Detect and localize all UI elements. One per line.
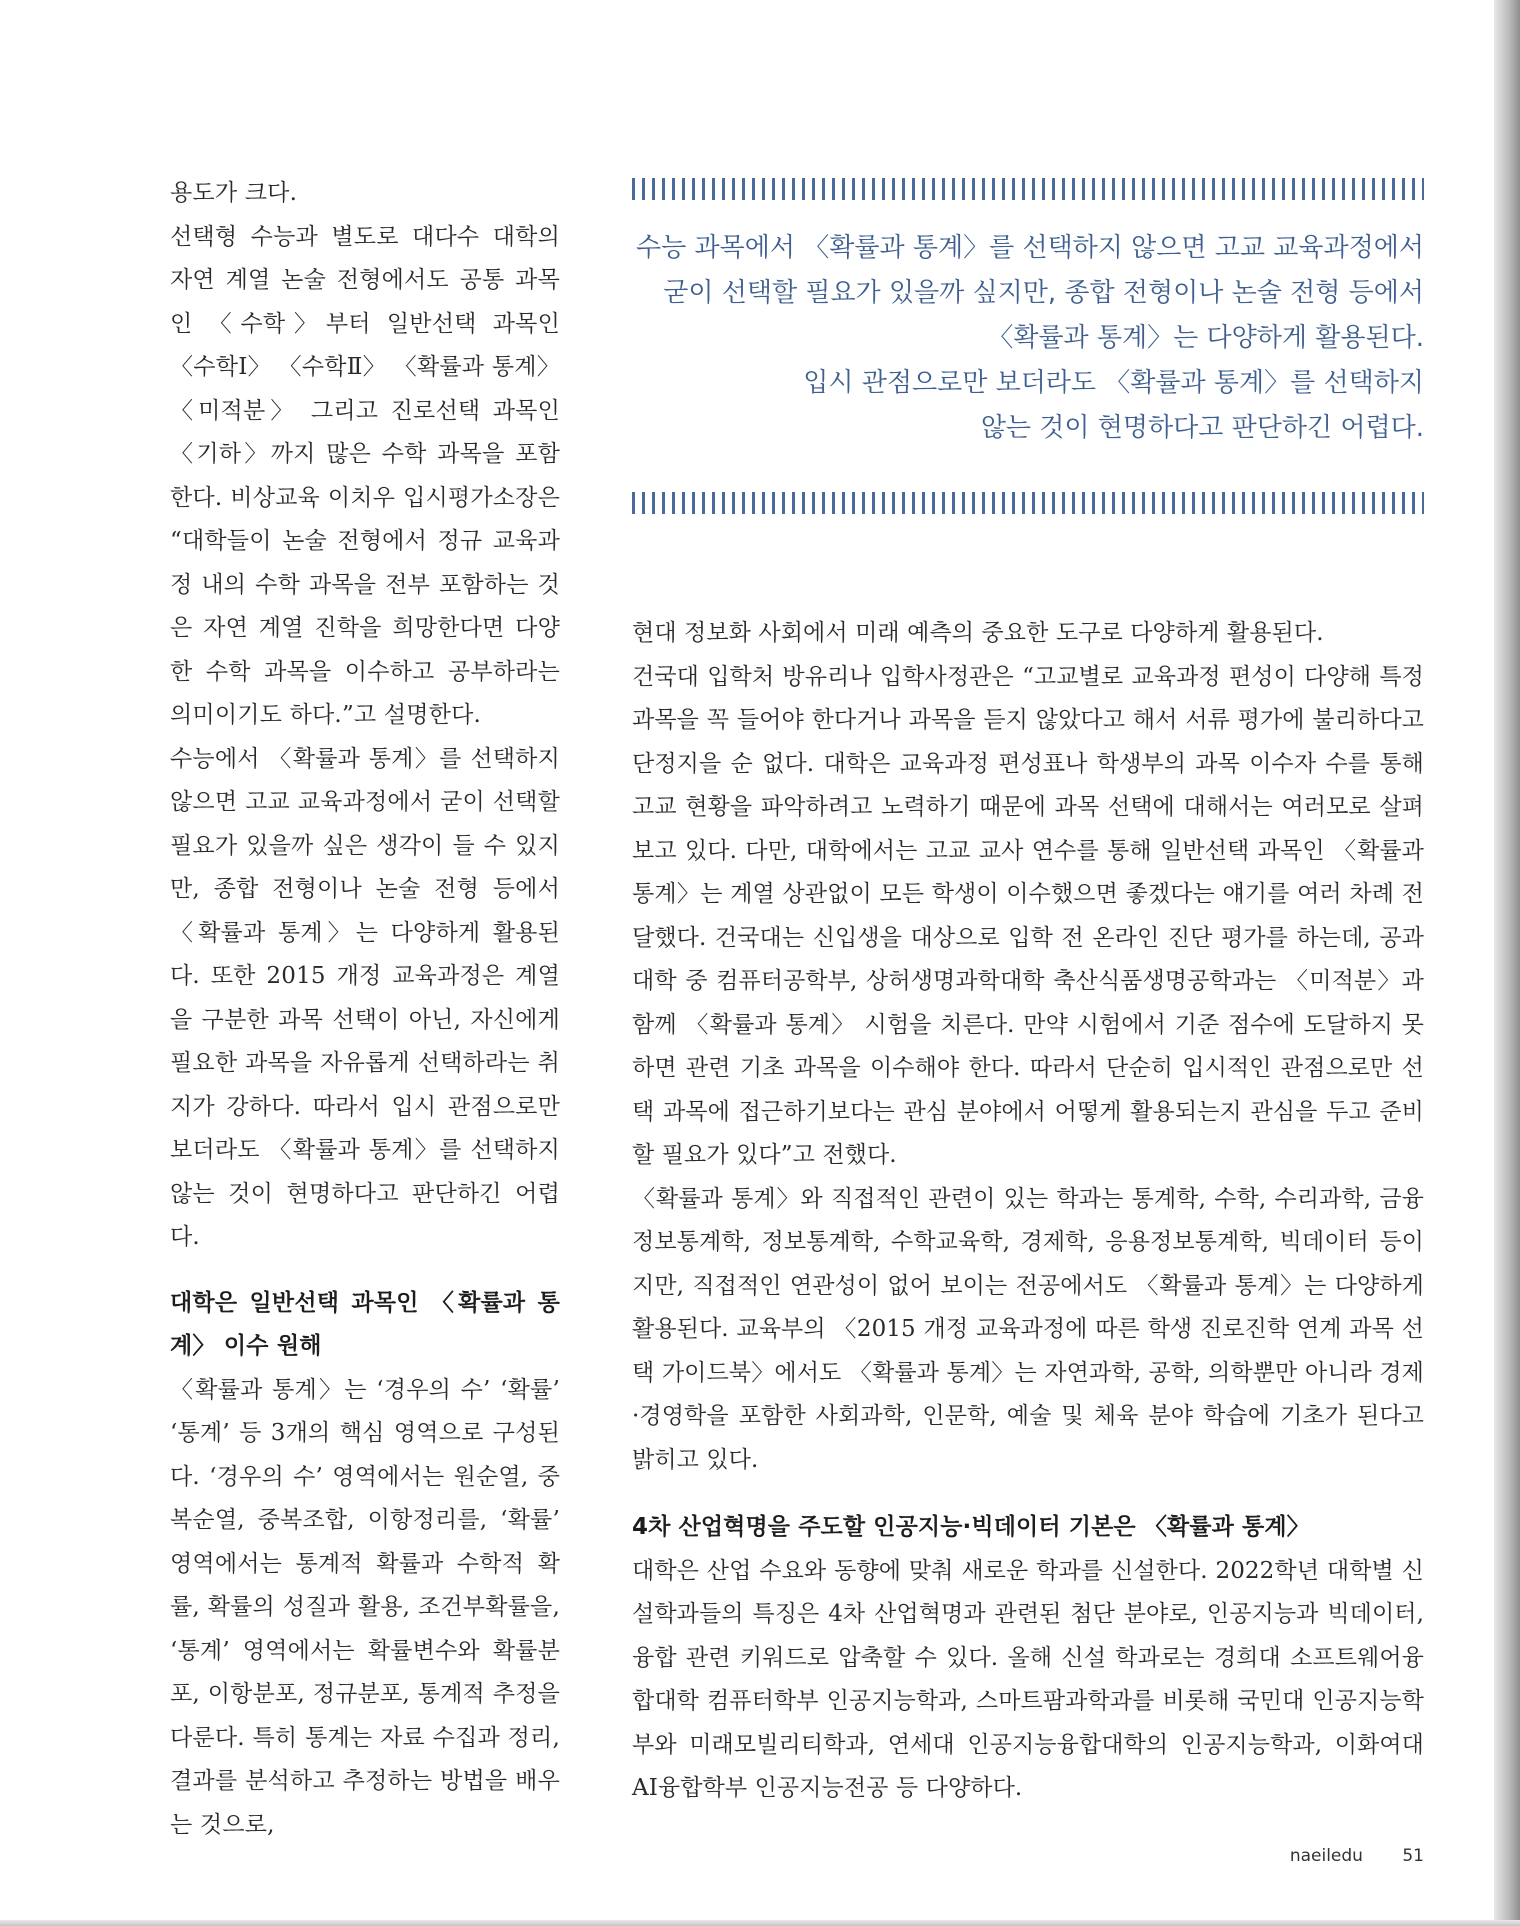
paragraph: 용도가 크다.: [170, 180, 298, 206]
right-column: [632, 612, 1424, 1811]
paragraph: 대학은 산업 수요와 동향에 맞춰 새로운 학과를 신설한다. 2022학년 대학별 신설학과들의 특징은 4차 산업혁명과 관련된 첨단 분야로, 인공지능과 빅데이터, 융합 관련 키워드로 압축할 수 있다. 올해 신설 학과로는 경희대 소프트웨어융합대학 컴퓨터학부 인공지능학과, 스마트팜과학과를 비롯해 국민대 인공지능학부와 미래모빌리티학과, 연세대 인공지능융합대학의 인공지능학과, 이화여대 AI융합학부 인공지능전공 등 다양하다.: [632, 1557, 1424, 1801]
paragraph: 현대 정보화 사회에서 미래 예측의 중요한 도구로 다양하게 활용된다.: [632, 620, 1324, 646]
paragraph: 수능에서 〈확률과 통계〉를 선택하지 않으면 고교 교육과정에서 굳이 선택할 필요가 있을까 싶은 생각이 들 수 있지만, 종합 전형이나 논술 전형 등에서 〈확률과 통계〉는 다양하게 활용된다. 또한 2015 개정 교육과정은 계열을 구분한 과목 선택이 아닌, 자신에게 필요한 과목을 자유롭게 선택하라는 취지가 강하다. 따라서 입시 관점으로만 보더라도 〈확률과 통계〉를 선택하지 않는 것이 현명하다고 판단하긴 어렵다.: [170, 745, 560, 1250]
pull-quote-line: 않는 것이 현명하다고 판단하긴 어렵다.: [980, 413, 1424, 443]
page-bottom-edge: [0, 1920, 1520, 1926]
page-edge-shadow: [1494, 0, 1520, 1926]
pull-quote-line: 〈확률과 통계〉는 다양하게 활용된다.: [987, 323, 1424, 353]
publication-name: naeiledu: [1289, 1846, 1363, 1866]
paragraph: 선택형 수능과 별도로 대다수 대학의 자연 계열 논술 전형에서도 공통 과목인 〈수학〉부터 일반선택 과목인 〈수학Ⅰ〉 〈수학Ⅱ〉 〈확률과 통계〉 〈미적분〉 그리고 진로선택 과목인 〈기하〉까지 많은 수학 과목을 포함한다. 비상교육 이치우 입시평가소장은 “대학들이 논술 전형에서 정규 교육과정 내의 수학 과목을 전부 포함하는 것은 자연 계열 진학을 희망한다면 다양한 수학 과목을 이수하고 공부하라는 의미이기도 하다.”고 설명한다.: [170, 223, 560, 728]
pull-quote-line: 굳이 선택할 필요가 있을까 싶지만, 종합 전형이나 논술 전형 등에서: [663, 278, 1424, 308]
paragraph: 〈확률과 통계〉는 ‘경우의 수’ ‘확률’ ‘통계’ 등 3개의 핵심 영역으로 구성된다. ‘경우의 수’ 영역에서는 원순열, 중복순열, 중복조합, 이항정리를, ‘확률’ 영역에서는 통계적 확률과 수학적 확률, 확률의 성질과 활용, 조건부확률을, ‘통계’ 영역에서는 확률변수와 확률분포, 이항분포, 정규분포, 통계적 추정을 다룬다. 특히 통계는 자료 수집과 정리, 결과를 분석하고 추정하는 방법을 배우는 것으로,: [170, 1376, 560, 1838]
pull-quote-line: 입시 관점으로만 보더라도 〈확률과 통계〉를 선택하지: [803, 368, 1424, 398]
section-heading: 4차 산업혁명을 주도할 인공지능·빅데이터 기본은 〈확률과 통계〉: [632, 1514, 1310, 1540]
left-column: [170, 172, 560, 1847]
pull-quote-line: 수능 과목에서 〈확률과 통계〉를 선택하지 않으면 고교 교육과정에서: [636, 233, 1424, 263]
page-number: 51: [1402, 1846, 1424, 1866]
pull-quote-bottom-rule: [632, 492, 1424, 514]
pull-quote-text: [632, 226, 1424, 451]
pull-quote: [632, 178, 1424, 451]
page-footer: [1290, 1846, 1424, 1866]
pull-quote-top-rule: [632, 178, 1424, 200]
paragraph: 건국대 입학처 방유리나 입학사정관은 “고교별로 교육과정 편성이 다양해 특정 과목을 꼭 들어야 한다거나 과목을 듣지 않았다고 해서 서류 평가에 불리하다고 단정지을 순 없다. 대학은 교육과정 편성표나 학생부의 과목 이수자 수를 통해 고교 현황을 파악하려고 노력하기 때문에 과목 선택에 대해서는 여러모로 살펴보고 있다. 다만, 대학에서는 고교 교사 연수를 통해 일반선택 과목인 〈확률과 통계〉는 계열 상관없이 모든 학생이 이수했으면 좋겠다는 얘기를 여러 차례 전달했다. 건국대는 신입생을 대상으로 입학 전 온라인 진단 평가를 하는데, 공과대학 중 컴퓨터공학부, 상허생명과학대학 축산식품생명공학과는 〈미적분〉과 함께 〈확률과 통계〉 시험을 치른다. 만약 시험에서 기준 점수에 도달하지 못하면 관련 기초 과목을 이수해야 한다. 따라서 단순히 입시적인 관점으로만 선택 과목에 접근하기보다는 관심 분야에서 어떻게 활용되는지 관심을 두고 준비할 필요가 있다”고 전했다.: [632, 663, 1424, 1168]
paragraph: 〈확률과 통계〉와 직접적인 관련이 있는 학과는 통계학, 수학, 수리과학, 금융정보통계학, 정보통계학, 수학교육학, 경제학, 응용정보통계학, 빅데이터 등이지만, 직접적인 연관성이 없어 보이는 전공에서도 〈확률과 통계〉는 다양하게 활용된다. 교육부의 〈2015 개정 교육과정에 따른 학생 진로진학 연계 과목 선택 가이드북〉에서도 〈확률과 통계〉는 자연과학, 공학, 의학뿐만 아니라 경제·경영학을 포함한 사회과학, 인문학, 예술 및 체육 분야 학습에 기초가 된다고 밝히고 있다.: [632, 1185, 1424, 1473]
section-heading: 대학은 일반선택 과목인 〈확률과 통계〉 이수 원해: [170, 1289, 560, 1359]
